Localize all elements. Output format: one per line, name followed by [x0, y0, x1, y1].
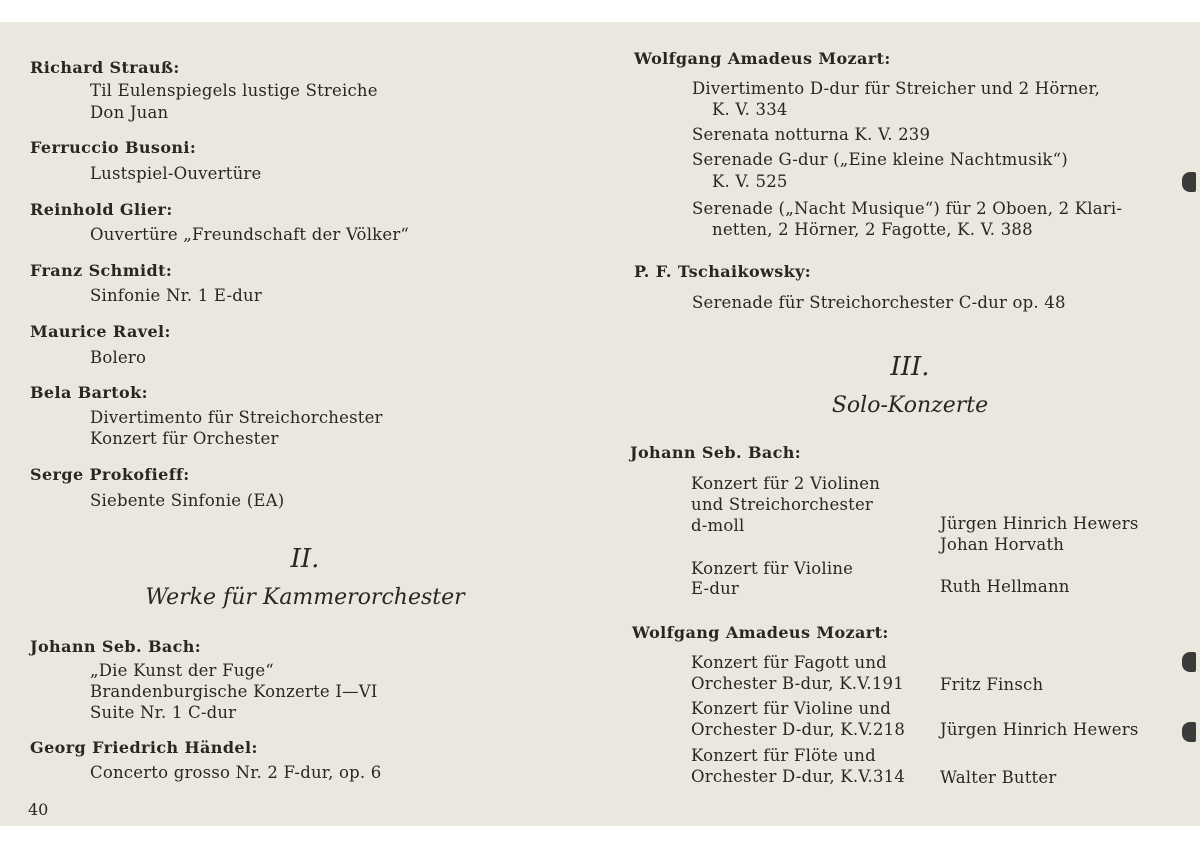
- work-title: Siebente Sinfonie (EA): [90, 491, 285, 510]
- soloist-name: Fritz Finsch: [940, 675, 1044, 694]
- work-title: Brandenburgische Konzerte I—VI: [90, 682, 378, 701]
- composer-heading: Serge Prokofieff:: [30, 465, 190, 484]
- work-title: Konzert für Orchester: [90, 429, 279, 448]
- composer-heading: Wolfgang Amadeus Mozart:: [632, 623, 889, 642]
- program-page: [0, 22, 1200, 826]
- work-title: Divertimento für Streichorchester: [90, 408, 383, 427]
- concerto-title: Konzert für Violine: [691, 559, 854, 578]
- binding-ring-mark: [1182, 652, 1196, 672]
- concerto-title: Orchester D-dur, K.V.314: [691, 767, 906, 786]
- binding-ring-mark: [1182, 172, 1196, 192]
- composer-heading: Wolfgang Amadeus Mozart:: [634, 49, 891, 68]
- composer-heading: Maurice Ravel:: [30, 322, 171, 341]
- work-title: Concerto grosso Nr. 2 F-dur, op. 6: [90, 763, 382, 782]
- work-title: Bolero: [90, 348, 147, 367]
- composer-heading: P. F. Tschaikowsky:: [634, 262, 812, 281]
- composer-heading: Ferruccio Busoni:: [30, 138, 197, 157]
- work-title: Don Juan: [90, 103, 169, 122]
- work-title: Serenade für Streichorchester C-dur op. 48: [692, 293, 1066, 312]
- concerto-title: und Streichorchester: [691, 495, 873, 514]
- soloist-name: Walter Butter: [940, 768, 1057, 787]
- soloist-name: Johan Horvath: [940, 535, 1065, 554]
- section-numeral: II.: [290, 544, 320, 574]
- work-title: K. V. 334: [712, 100, 788, 119]
- composer-heading: Richard Strauß:: [30, 58, 180, 77]
- work-title: netten, 2 Hörner, 2 Fagotte, K. V. 388: [712, 220, 1033, 239]
- soloist-name: Jürgen Hinrich Hewers: [940, 720, 1139, 739]
- work-title: Suite Nr. 1 C-dur: [90, 703, 237, 722]
- work-title: Til Eulenspiegels lustige Streiche: [90, 81, 378, 100]
- work-title: Lustspiel-Ouvertüre: [90, 164, 262, 183]
- page-number: 40: [28, 800, 49, 819]
- concerto-title: Orchester B-dur, K.V.191: [691, 674, 904, 693]
- section-title: Werke für Kammerorchester: [145, 585, 465, 610]
- concerto-title: d-moll: [691, 516, 745, 535]
- work-title: Divertimento D-dur für Streicher und 2 Hörner,: [692, 79, 1101, 98]
- concerto-title: Konzert für Violine und: [691, 699, 891, 718]
- composer-heading: Johann Seb. Bach:: [630, 443, 802, 462]
- work-title: Ouvertüre „Freundschaft der Völker“: [90, 225, 410, 244]
- concerto-title: E-dur: [691, 579, 740, 598]
- composer-heading: Bela Bartok:: [30, 383, 148, 402]
- work-title: Serenade G-dur („Eine kleine Nachtmusik“): [692, 150, 1068, 169]
- soloist-name: Ruth Hellmann: [940, 577, 1070, 596]
- binding-ring-mark: [1182, 722, 1196, 742]
- soloist-name: Jürgen Hinrich Hewers: [940, 514, 1139, 533]
- work-title: Serenata notturna K. V. 239: [692, 125, 931, 144]
- concerto-title: Konzert für Fagott und: [691, 653, 887, 672]
- composer-heading: Reinhold Glier:: [30, 200, 173, 219]
- work-title: K. V. 525: [712, 172, 788, 191]
- composer-heading: Johann Seb. Bach:: [30, 637, 202, 656]
- composer-heading: Georg Friedrich Händel:: [30, 738, 258, 757]
- composer-heading: Franz Schmidt:: [30, 261, 173, 280]
- work-title: „Die Kunst der Fuge“: [90, 661, 274, 680]
- concerto-title: Orchester D-dur, K.V.218: [691, 720, 906, 739]
- work-title: Sinfonie Nr. 1 E-dur: [90, 286, 262, 305]
- section-title: Solo-Konzerte: [831, 393, 989, 418]
- concerto-title: Konzert für 2 Violinen: [691, 474, 881, 493]
- work-title: Serenade („Nacht Musique“) für 2 Oboen, 2 Klari-: [692, 199, 1123, 218]
- section-numeral: III.: [890, 352, 930, 382]
- concerto-title: Konzert für Flöte und: [691, 746, 876, 765]
